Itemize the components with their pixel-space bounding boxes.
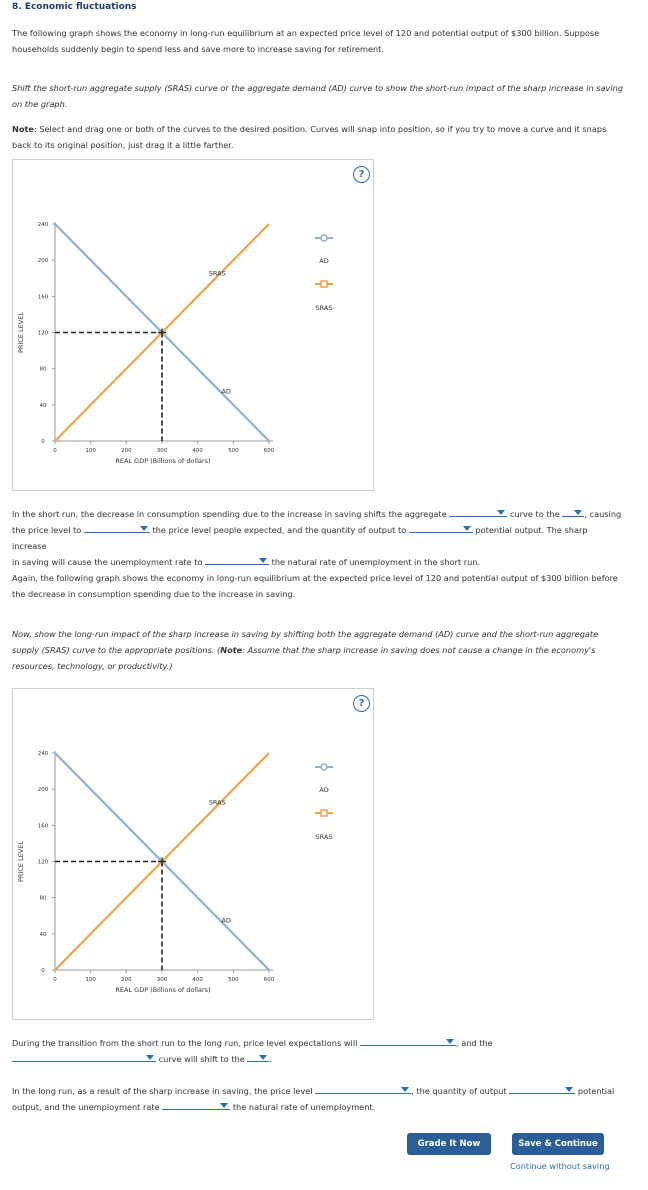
x-tick-label: 200 [121, 448, 132, 454]
note-body: : Select and drag one or both of the curves to the desired position. Curves will snap into position, so if you try to move a curve and it snaps back to its original position, just drag it a little farther. [12, 124, 607, 150]
x-tick-label: 100 [85, 448, 96, 454]
y-tick-label: 80 [39, 366, 47, 373]
y-tick-label: 80 [39, 895, 47, 902]
legend-sras-square-icon[interactable] [321, 810, 327, 816]
q1-text-5: the price level people expected, and the quantity of output to [152, 525, 407, 535]
help-icon[interactable]: ? [353, 166, 370, 183]
graph-svg-2 [13, 689, 373, 1019]
y-tick-label: 40 [39, 931, 47, 938]
q3-text-4: output, and the unemployment rate [12, 1102, 160, 1112]
q1-text-1: In the short run, the decrease in consumption spending due to the increase in saving shifts the aggregate [12, 509, 447, 519]
q1-text-3: , causing [584, 509, 622, 519]
unemployment-dropdown-2[interactable] [162, 1099, 230, 1110]
sras-curve-label: SRAS [208, 269, 226, 278]
y-tick-label: 40 [39, 402, 47, 409]
x-tick-label: 500 [228, 977, 239, 983]
question-transition [12, 1035, 624, 1067]
section-title: 8. Economic fluctuations [12, 2, 137, 12]
instruction2-note: : Assume that the sharp increase in saving does not cause a change in the economy's resources, technology, or productivity.) [12, 645, 596, 671]
q1-text-8: the natural rate of unemployment in the short run. [271, 557, 481, 567]
y-tick-label: 200 [37, 258, 49, 265]
save-continue-button[interactable]: Save & Continue [512, 1133, 604, 1155]
y-axis-label: PRICE LEVEL [17, 312, 25, 353]
q2-text-2: , and the [455, 1038, 493, 1048]
y-tick-label: 240 [37, 222, 49, 228]
legend-sras-square-icon[interactable] [321, 281, 327, 287]
expectations-dropdown[interactable] [360, 1035, 456, 1046]
output-dropdown-2[interactable] [509, 1083, 575, 1094]
instruction2-note-label: Note [220, 645, 243, 655]
instruction-long-run [12, 626, 624, 674]
x-tick-label: 400 [192, 448, 203, 454]
graph-svg-1 [13, 160, 373, 490]
curve-dropdown[interactable] [449, 506, 507, 517]
grade-button[interactable]: Grade It Now [407, 1133, 491, 1155]
legend-ad-circle-icon[interactable] [321, 235, 327, 241]
x-tick-label: 100 [85, 977, 96, 983]
q2-text-4: . [269, 1054, 273, 1064]
sras-curve-label: SRAS [208, 798, 226, 807]
y-tick-label: 160 [37, 823, 49, 830]
q3-text-3: potential [577, 1086, 615, 1096]
price-level-dropdown[interactable] [84, 522, 150, 533]
unemployment-dropdown[interactable] [205, 554, 269, 565]
instruction2-main: Now, show the long-run impact of the sharp increase in saving by shifting both the aggregate demand (AD) curve and the short-run aggregate supply (SRAS) curve to the appropriate positions. ( [12, 629, 599, 655]
legend-sras-label: SRAS [315, 304, 333, 312]
y-tick-label: 120 [37, 859, 49, 866]
graph-panel-1 [12, 159, 374, 491]
again-text: Again, the following graph shows the economy in long-run equilibrium at the expected price level of 120 and potential output of $300 billion before the decrease in consumption spending due to the increase in saving. [12, 573, 618, 599]
x-tick-label: 600 [263, 977, 275, 983]
q1-text-7: in saving will cause the unemployment rate to [12, 557, 203, 567]
q1-text-4: the price level to [12, 525, 82, 535]
ad-curve-label: AD [221, 916, 231, 925]
direction-dropdown[interactable] [562, 506, 584, 517]
x-tick-label: 200 [121, 977, 132, 983]
y-tick-label: 160 [37, 294, 49, 301]
output-dropdown[interactable] [409, 522, 473, 533]
note-label: Note [12, 124, 34, 134]
y-tick-label: 0 [41, 439, 45, 445]
x-tick-label: 400 [192, 977, 203, 983]
legend-ad-circle-icon[interactable] [321, 764, 327, 770]
x-axis-label: REAL GDP (Billions of dollars) [115, 457, 211, 465]
question-short-run [12, 506, 624, 570]
y-tick-label: 240 [37, 751, 49, 757]
x-tick-label: 500 [228, 448, 239, 454]
y-tick-label: 0 [41, 968, 45, 974]
legend-sras-label: SRAS [315, 833, 333, 841]
question-long-run [12, 1083, 624, 1115]
q3-text-1: In the long run, as a result of the sharp increase in saving, the price level [12, 1086, 313, 1096]
instruction-short-run: Shift the short-run aggregate supply (SRAS) curve or the aggregate demand (AD) curve to show the short-run impact of the sharp increase in saving on the graph. [12, 83, 624, 109]
ad-curve-label: AD [221, 387, 231, 396]
q2-text-1: During the transition from the short run to the long run, price level expectations will [12, 1038, 358, 1048]
y-axis-label: PRICE LEVEL [17, 841, 25, 882]
curve-dropdown-2[interactable] [12, 1051, 156, 1062]
x-tick-label: 0 [53, 448, 57, 454]
q3-text-5: the natural rate of unemployment. [232, 1102, 376, 1112]
direction-dropdown-2[interactable] [247, 1051, 269, 1062]
price-level-dropdown-2[interactable] [315, 1083, 411, 1094]
graph-panel-2 [12, 688, 374, 1020]
intro-text: The following graph shows the economy in long-run equilibrium at an expected price level of 120 and potential output of $300 billion. Suppose households suddenly begin to spend less and save more to increase saving for retirement. [12, 28, 600, 54]
q3-text-2: , the quantity of output [411, 1086, 507, 1096]
x-tick-label: 600 [263, 448, 275, 454]
x-tick-label: 0 [53, 977, 57, 983]
x-tick-label: 300 [156, 977, 168, 983]
x-axis-label: REAL GDP (Billions of dollars) [115, 986, 211, 994]
x-tick-label: 300 [156, 448, 168, 454]
y-tick-label: 200 [37, 787, 49, 794]
q2-text-3: curve will shift to the [158, 1054, 245, 1064]
continue-without-saving-link[interactable]: Continue without saving [510, 1161, 610, 1171]
legend-ad-label: AD [319, 786, 329, 794]
legend-ad-label: AD [319, 257, 329, 265]
help-icon[interactable]: ? [353, 695, 370, 712]
y-tick-label: 120 [37, 330, 49, 337]
note-text [12, 121, 624, 153]
q1-text-6: potential output. The sharp increase [12, 525, 588, 551]
q1-text-2: curve to the [509, 509, 560, 519]
